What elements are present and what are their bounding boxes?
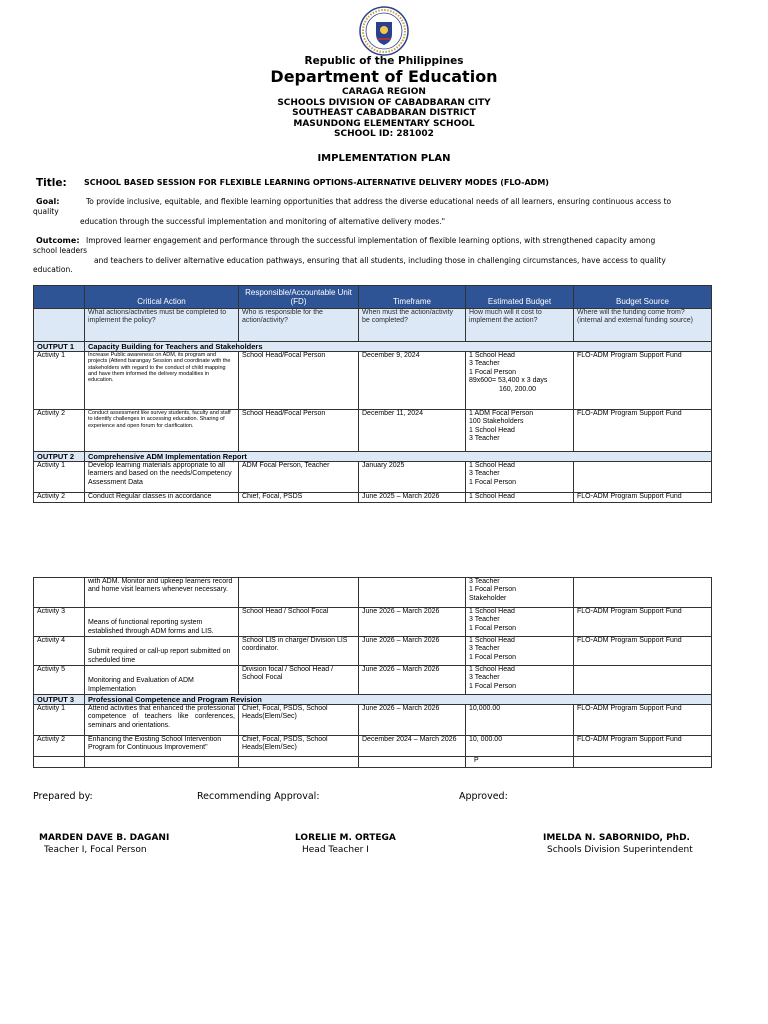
approved-label: Approved: xyxy=(459,791,508,802)
budget-source-cell xyxy=(574,462,712,493)
district-line: SOUTHEAST CABADBARAN DISTRICT xyxy=(292,108,476,118)
critical-action-cell: Means of functional reporting system established through ADM forms and LIS. xyxy=(85,608,239,637)
estimated-budget-cell xyxy=(466,410,574,452)
budget-line: 1 School Head xyxy=(469,608,515,615)
activity-label: Activity 4 xyxy=(34,637,85,666)
budget-source-cell: FLO-ADM Program Support Fund xyxy=(574,493,712,503)
outcome-text-overflow2: education. xyxy=(33,265,73,274)
approved-name: IMELDA N. SABORNIDO, PhD. xyxy=(543,833,690,843)
timeframe-cell: December 2024 – March 2026 xyxy=(359,736,466,757)
output-label: OUTPUT 2 xyxy=(34,452,85,462)
critical-action-cell: Attend activities that enhanced the professional competence of teachers like conferences, seminars and orientations. xyxy=(85,705,239,736)
table-header-row xyxy=(34,286,712,309)
budget-line: 3 Teacher xyxy=(469,645,500,653)
critical-action-cell: with ADM. Monitor and upkeep learners record and home visit learners whenever necessary. xyxy=(85,578,239,608)
estimated-budget-cell xyxy=(466,578,574,608)
deped-seal-icon xyxy=(359,6,409,56)
header-cell xyxy=(34,286,85,309)
critical-action-cell: Develop learning materials appropriate to all learners and based on the needs/Competency Assessment Data xyxy=(85,462,239,493)
estimated-budget-cell xyxy=(466,666,574,695)
responsible-unit-cell: Division focal / School Head / School Focal xyxy=(239,666,359,695)
table-row xyxy=(34,462,712,493)
output-title: Capacity Building for Teachers and Stakeholders xyxy=(85,342,712,352)
timeframe-cell: January 2025 xyxy=(359,462,466,493)
budget-source-cell: FLO-ADM Program Support Fund xyxy=(574,608,712,637)
estimated-budget-cell xyxy=(466,352,574,410)
budget-line: 3 Teacher xyxy=(469,470,500,478)
estimated-budget-cell xyxy=(466,637,574,666)
table-row xyxy=(34,757,712,768)
budget-line: 3 Teacher xyxy=(469,360,500,368)
table-row xyxy=(34,410,712,452)
responsible-unit-cell: School Head/Focal Person xyxy=(239,352,359,410)
goal-text-line1: To provide inclusive, equitable, and flexible learning opportunities that address the diverse educational needs of all learners, ensuring continuous access to xyxy=(86,197,672,206)
budget-source-cell: FLO-ADM Program Support Fund xyxy=(574,736,712,757)
division-line: SCHOOLS DIVISION OF CABADBARAN CITY xyxy=(277,98,491,108)
region-line: CARAGA REGION xyxy=(342,87,426,97)
timeframe-cell: June 2026 – March 2026 xyxy=(359,666,466,695)
subheader-critical-action: What actions/activities must be completed to implement the policy? xyxy=(85,309,239,342)
budget-line: 1 School Head xyxy=(469,426,515,434)
outcome-text-overflow: school leaders xyxy=(33,246,88,255)
empty-cell xyxy=(85,757,239,768)
budget-line: 3 Teacher xyxy=(469,435,500,443)
critical-action-cell: Conduct Regular classes in accordance xyxy=(85,493,239,503)
budget-line: 1 Focal Person xyxy=(469,624,517,632)
activity-label xyxy=(34,578,85,608)
responsible-unit-cell: School LIS in charge/ Division LIS coordinator. xyxy=(239,637,359,666)
output-label: OUTPUT 3 xyxy=(34,695,85,705)
responsible-unit-cell xyxy=(239,578,359,608)
prepared-by-label: Prepared by: xyxy=(33,791,93,802)
table-row xyxy=(34,666,712,695)
table-row xyxy=(34,493,712,503)
budget-source-cell: FLO-ADM Program Support Fund xyxy=(574,637,712,666)
timeframe-cell: June 2025 – March 2026 xyxy=(359,493,466,503)
budget-line: 1 School Head xyxy=(469,637,515,644)
goal-label: Goal: xyxy=(36,197,60,206)
subheader-cell xyxy=(34,309,85,342)
responsible-unit-cell: School Head/Focal Person xyxy=(239,410,359,452)
outcome-label: Outcome: xyxy=(36,236,80,245)
recommending-name: LORELIE M. ORTEGA xyxy=(295,833,396,843)
republic-line: Republic of the Philippines xyxy=(304,55,464,67)
timeframe-cell: June 2026 – March 2026 xyxy=(359,608,466,637)
recommending-position: Head Teacher I xyxy=(302,845,369,855)
table-row xyxy=(34,352,712,410)
responsible-unit-cell: School Head / School Focal xyxy=(239,608,359,637)
school-line: MASUNDONG ELEMENTARY SCHOOL xyxy=(293,119,475,129)
table-row xyxy=(34,608,712,637)
responsible-unit-cell: Chief, Focal, PSDS, School Heads(Elem/Sec) xyxy=(239,705,359,736)
budget-source-cell: FLO-ADM Program Support Fund xyxy=(574,410,712,452)
activity-label: Activity 2 xyxy=(34,493,85,503)
empty-cell xyxy=(34,757,85,768)
empty-cell xyxy=(239,757,359,768)
timeframe-cell xyxy=(359,578,466,608)
department-title: Department of Education xyxy=(270,67,498,86)
recommending-approval-label: Recommending Approval: xyxy=(197,791,320,802)
budget-line: Stakeholder xyxy=(469,594,507,602)
budget-line: 1 Focal Person xyxy=(469,682,517,690)
goal-text-line2: education through the successful implementation and monitoring of alternative delivery modes." xyxy=(80,217,446,226)
output-title: Professional Competence and Program Revision xyxy=(85,695,712,705)
empty-cell xyxy=(574,757,712,768)
budget-line: 1 School Head xyxy=(469,666,515,673)
timeframe-cell: December 9, 2024 xyxy=(359,352,466,410)
estimated-budget-cell: 10, 000.00 xyxy=(466,736,574,757)
table-row xyxy=(34,578,712,608)
timeframe-cell: June 2026 – March 2026 xyxy=(359,705,466,736)
header-timeframe: Timeframe xyxy=(359,286,466,309)
estimated-budget-cell xyxy=(466,462,574,493)
critical-action-cell: Increase Public awareness on ADM, its program and projects (Attend barangay Session and coordinate with the stakeholders with regard to the conduct of child mapping and have them informed the delivery modalities in education. xyxy=(85,352,239,410)
critical-action-cell: Enhancing the Existing School Intervention Program for Continuous Improvement" xyxy=(85,736,239,757)
critical-action-cell: Submit required or call-up report submitted on scheduled time xyxy=(85,637,239,666)
prepared-by-name: MARDEN DAVE B. DAGANI xyxy=(39,833,170,843)
title-value: SCHOOL BASED SESSION FOR FLEXIBLE LEARNING OPTIONS-ALTERNATIVE DELIVERY MODES (FLO-ADM) xyxy=(84,178,549,187)
timeframe-cell: June 2026 – March 2026 xyxy=(359,637,466,666)
table-row xyxy=(34,736,712,757)
table-row xyxy=(34,705,712,736)
budget-line: 1 School Head xyxy=(469,462,515,469)
output-row xyxy=(34,342,712,352)
estimated-budget-cell: 1 School Head xyxy=(466,493,574,503)
output-title: Comprehensive ADM Implementation Report xyxy=(85,452,712,462)
responsible-unit-cell: Chief, Focal, PSDS, School Heads(Elem/Sec) xyxy=(239,736,359,757)
output-label: OUTPUT 1 xyxy=(34,342,85,352)
subheader-timeframe: When must the action/activity be completed? xyxy=(359,309,466,342)
output-row xyxy=(34,695,712,705)
budget-line: 1 Focal Person xyxy=(469,586,517,594)
activity-label: Activity 5 xyxy=(34,666,85,695)
budget-line: 3 Teacher xyxy=(469,674,500,682)
budget-source-cell xyxy=(574,578,712,608)
table-subheader-row xyxy=(34,309,712,342)
output-row xyxy=(34,452,712,462)
estimated-budget-cell: 10,000.00 xyxy=(466,705,574,736)
activity-label: Activity 1 xyxy=(34,705,85,736)
critical-action-cell: Monitoring and Evaluation of ADM Implementation xyxy=(85,666,239,695)
timeframe-cell: December 11, 2024 xyxy=(359,410,466,452)
budget-line: 1 School Head xyxy=(469,352,515,359)
budget-line: 1 Focal Person xyxy=(469,653,517,661)
header-estimated-budget: Estimated Budget xyxy=(466,286,574,309)
budget-source-cell: FLO-ADM Program Support Fund xyxy=(574,352,712,410)
outcome-text-line2: and teachers to deliver alternative education pathways, ensuring that all students, including those in challenging circumstances, have access to quality xyxy=(94,256,666,265)
header-responsible-unit: Responsible/Accountable Unit (FD) xyxy=(239,286,359,309)
table-row xyxy=(34,637,712,666)
implementation-table-page1 xyxy=(33,285,712,503)
implementation-table-page2 xyxy=(33,577,712,768)
responsible-unit-cell: ADM Focal Person, Teacher xyxy=(239,462,359,493)
budget-line: 1 Focal Person xyxy=(469,368,517,376)
estimated-budget-cell xyxy=(466,608,574,637)
budget-line: 1 Focal Person xyxy=(469,478,517,486)
budget-source-cell: FLO-ADM Program Support Fund xyxy=(574,705,712,736)
estimated-budget-cell: P xyxy=(466,757,574,768)
responsible-unit-cell: Chief, Focal, PSDS xyxy=(239,493,359,503)
title-label: Title: xyxy=(36,177,67,189)
header-budget-source: Budget Source xyxy=(574,286,712,309)
activity-label: Activity 3 xyxy=(34,608,85,637)
budget-line: 3 Teacher xyxy=(469,578,500,585)
subheader-estimated-budget: How much will it cost to implement the action? xyxy=(466,309,574,342)
activity-label: Activity 2 xyxy=(34,736,85,757)
subheader-budget-source: Where will the funding come from? (internal and external funding source) xyxy=(574,309,712,342)
budget-source-cell xyxy=(574,666,712,695)
school-id-line: SCHOOL ID: 281002 xyxy=(334,129,434,139)
empty-cell xyxy=(359,757,466,768)
approved-position: Schools Division Superintendent xyxy=(547,845,693,855)
outcome-text-line1: Improved learner engagement and performance through the successful implementation of flexible learning options, with strengthened capacity among xyxy=(86,236,656,245)
budget-total: 160, 200.00 xyxy=(499,385,536,393)
header-critical-action: Critical Action xyxy=(85,286,239,309)
subheader-responsible-unit: Who is responsible for the action/activity? xyxy=(239,309,359,342)
activity-label: Activity 1 xyxy=(34,462,85,493)
critical-action-cell: Conduct assessment like survey students, faculty and staff to identify challenges in accessing education. Sharing of experience and open forum for clarification. xyxy=(85,410,239,452)
activity-label: Activity 1 xyxy=(34,352,85,410)
budget-line: 3 Teacher xyxy=(469,616,500,624)
budget-line: 89x600= 53,400 x 3 days xyxy=(469,377,548,385)
prepared-by-position: Teacher I, Focal Person xyxy=(44,845,147,855)
budget-line: 100 Stakeholders xyxy=(469,418,524,426)
budget-line: 1 ADM Focal Person xyxy=(469,410,534,417)
goal-text-overflow: quality xyxy=(33,207,59,216)
activity-label: Activity 2 xyxy=(34,410,85,452)
plan-title: IMPLEMENTATION PLAN xyxy=(317,153,451,164)
